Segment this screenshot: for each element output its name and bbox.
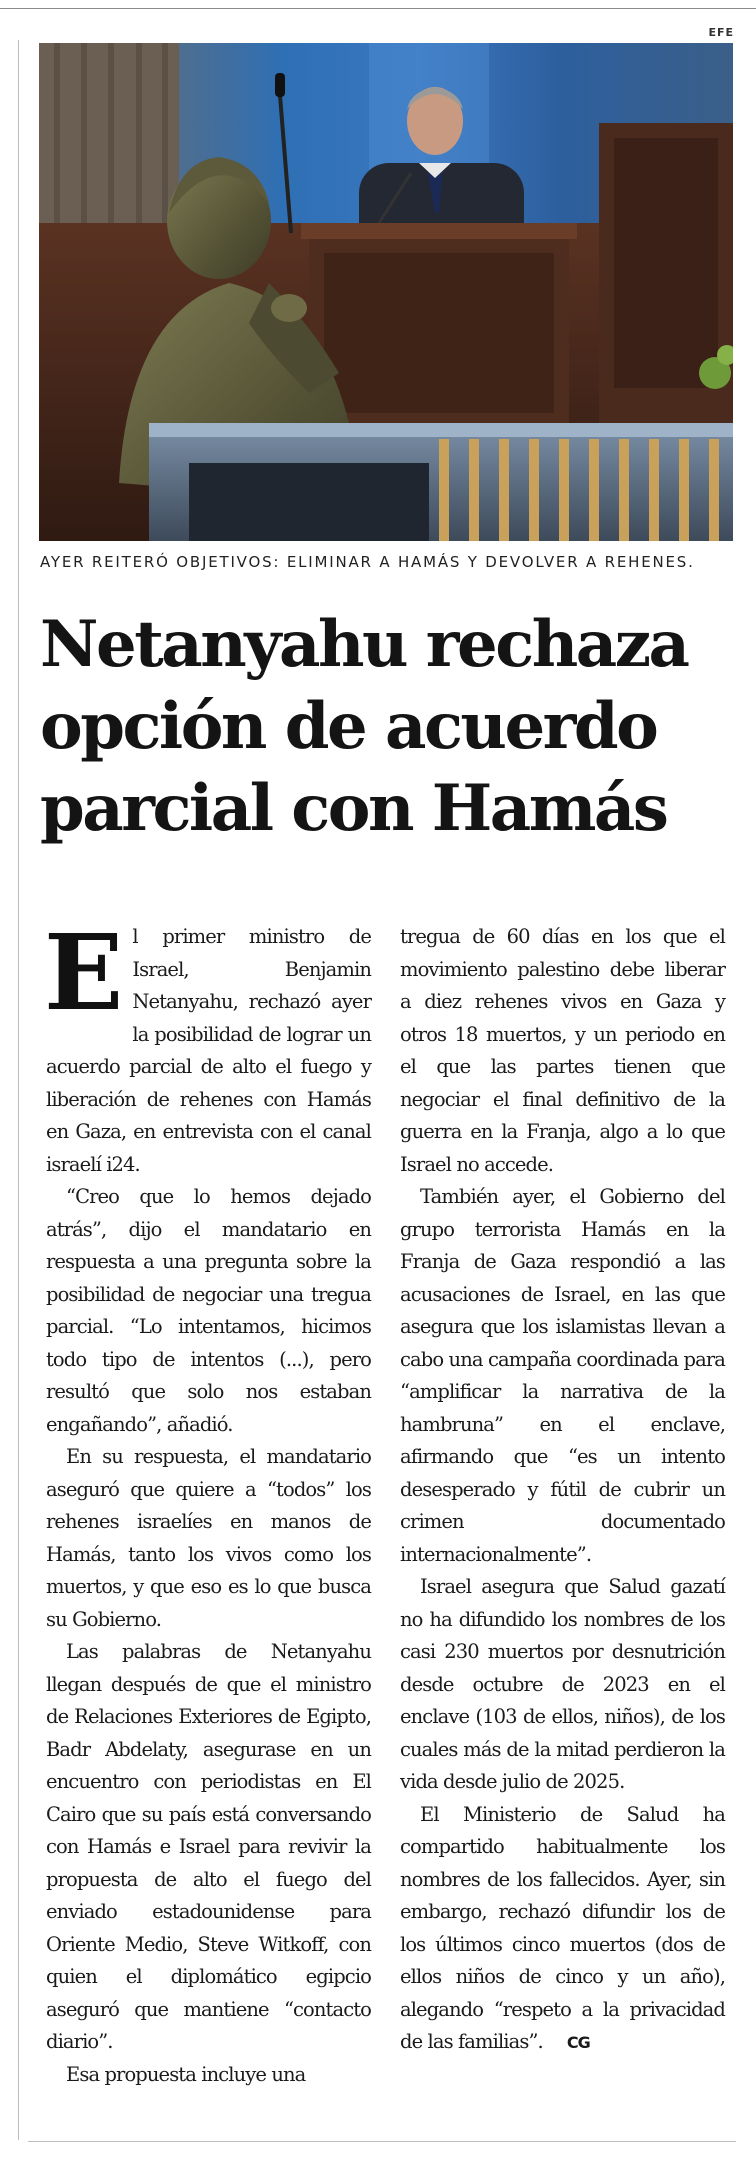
end-mark: CG xyxy=(566,2033,590,2052)
news-photo xyxy=(39,43,733,541)
top-rule xyxy=(0,8,756,9)
headline-line: opción de acuerdo xyxy=(40,689,657,764)
headline-line: parcial con Hamás xyxy=(40,771,667,846)
paragraph-text: l primer ministro de Israel, Benjamin Netanyahu, rechazó ayer la posibilidad de lograr un acuerdo parcial de alto el fuego y liberación de rehenes con Hamás en Gaza, en entrevista con el canal israelí i24. xyxy=(46,925,371,1176)
paragraph-text: El Ministerio de Salud ha compartido habitualmente los nombres de los fallecidos. Ayer, sin embargo, rechazó difundir los de los últimos cinco muertos (dos de ellos niños de cinco y un año), alegando “respeto a la privacidad de las familias”. xyxy=(400,1802,725,2053)
paragraph: “Creo que lo hemos dejado atrás”, dijo el mandatario en respuesta a una pregunta sobre la posibilidad de negociar una tregua parcial. “Lo intentamos, hicimos todo tipo de intentos (...), pero resultó que solo nos estaban engañando”, añadió. xyxy=(46,1185,371,1436)
article-column-left xyxy=(44,911,371,2091)
article-column-right xyxy=(400,921,725,2059)
paragraph: Israel asegura que Salud gazatí no ha difundido los nombres de los casi 230 muertos por desnutrición desde octubre de 2023 en el enclave (103 de ellos, niños), de los cuales más de la mitad perdieron la vida desde julio de 2025. xyxy=(400,1575,725,1793)
paragraph xyxy=(44,911,371,1181)
headline xyxy=(40,604,740,850)
paragraph xyxy=(400,1799,725,2059)
photo-caption: AYER REITERÓ OBJETIVOS: ELIMINAR A HAMÁS Y DEVOLVER A REHENES. xyxy=(40,553,695,571)
paragraph: Esa propuesta incluye una xyxy=(66,2062,306,2086)
paragraph: En su respuesta, el mandatario aseguró que quiere a “todos” los rehenes israelíes en manos de Hamás, tanto los vivos como los muertos, y que eso es lo que busca su Gobierno. xyxy=(46,1445,371,1631)
paragraph: Las palabras de Netanyahu llegan después de que el ministro de Relaciones Exteriores de Egipto, Badr Abdelaty, asegurase en un encuentro con periodistas en El Cairo que su país está conversando con Hamás e Israel para revivir la propuesta de alto el fuego del enviado estadounidense para Oriente Medio, Steve Witkoff, con quien el diplomático egipcio aseguró que mantiene “contacto diario”. xyxy=(46,1640,371,2053)
left-column-rule xyxy=(18,40,19,2140)
bottom-rule xyxy=(28,2141,736,2142)
photo-credit: EFE xyxy=(708,26,734,39)
paragraph: tregua de 60 días en los que el movimiento palestino debe liberar a diez rehenes vivos en Gaza y otros 18 muertos, y un periodo en el que las partes tienen que negociar el final definitivo de la guerra en la Franja, algo a lo que Israel no accede. xyxy=(400,925,725,1176)
headline-line: Netanyahu rechaza xyxy=(40,607,688,682)
drop-cap: E xyxy=(44,911,123,1034)
paragraph: También ayer, el Gobierno del grupo terrorista Hamás en la Franja de Gaza respondió a las acusaciones de Israel, en las que asegura que los islamistas llevan a cabo una campaña coordinada para “amplificar la narrativa de la hambruna” en el enclave, afirmando que “es un intento desesperado y fútil de cubrir un crimen documentado internacionalmente”. xyxy=(400,1185,725,1566)
